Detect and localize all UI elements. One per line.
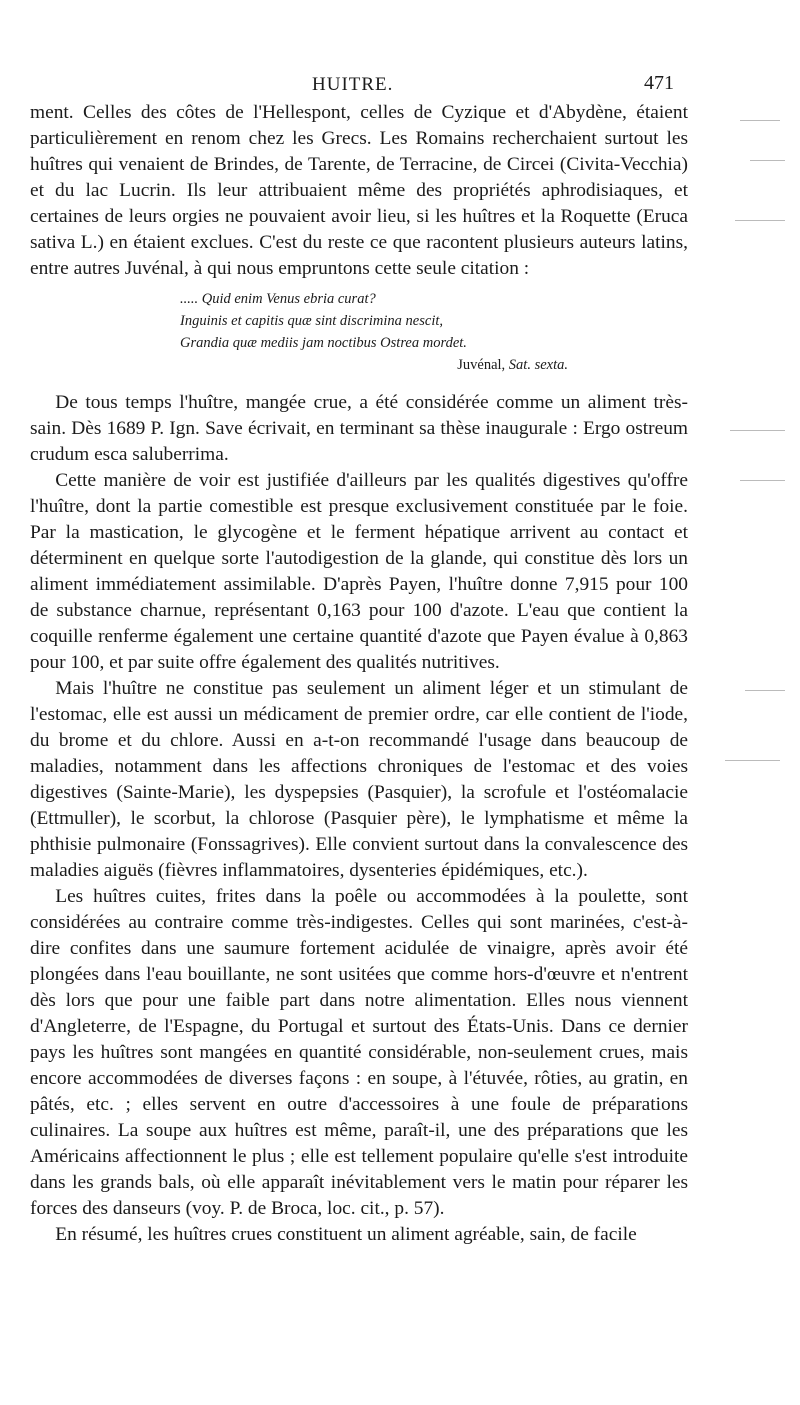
margin-mark [735,220,785,221]
paragraph-6: En résumé, les huîtres crues constituent un aliment agréable, sain, de facile [55,1224,637,1245]
body-text [30,100,688,1248]
margin-mark [730,430,785,431]
paragraph-1: ment. Celles des côtes de l'Hellespont, celles de Cyzique et d'Abydène, étaient particulièrement en renom chez les Grecs. Les Romains recherchaient surtout les huîtres qui venaient de Brindes, de Tarente, de Terracine, de Circei (Civita-Vecchia) et du lac Lucrin. Ils leur attribuaient même des propriétés aphrodisiaques, et certaines de leurs orgies ne pouvaient avoir lieu, si les huîtres et la Roquette (Eruca sativa L.) en étaient exclues. C'est du reste ce que racontent plusieurs auteurs latins, entre autres Juvénal, à qui nous empruntons cette seule citation : [30,102,688,279]
paragraph-2: De tous temps l'huître, mangée crue, a été considérée comme un aliment très-sain. Dès 1689 P. Ign. Save écrivait, en terminant sa thèse inaugurale : Ergo ostreum crudum esca saluberrima. [30,392,688,465]
quote-work: Sat. sexta. [508,357,568,373]
page-number: 471 [644,72,674,94]
paragraph-3: Cette manière de voir est justifiée d'ailleurs par les qualités digestives qu'offre l'huître, dont la partie comestible est presque exclusivement constituée par le foie. Par la mastication, le glycogène et le ferment hépatique arrivent au contact et déterminent en quelque sorte l'autodigestion de la glande, qui constitue dès lors un aliment immédiatement assimilable. D'après Payen, l'huître donne 7,915 pour 100 de substance charnue, représentant 0,163 pour 100 d'azote. L'eau que contient la coquille renferme également une certaine quantité d'azote que Payen évalue à 0,863 pour 100, et par suite offre également des qualités nutritives. [30,470,688,673]
margin-bleed-marks [720,100,800,1350]
margin-mark [745,690,785,691]
latin-quotation [30,288,688,376]
margin-mark [750,160,785,161]
quote-author: Juvénal, [457,357,506,373]
quote-line-1: ..... Quid enim Venus ebria curat? [180,291,376,307]
paragraph-5: Les huîtres cuites, frites dans la poêle ou accommodées à la poulette, sont considérées au contraire comme très-indigestes. Celles qui sont marinées, c'est-à-dire confites dans une saumure fortement acidulée de vinaigre, après avoir été plongées dans l'eau bouillante, ne sont usitées que comme hors-d'œuvre et n'entrent dès lors que pour une faible part dans notre alimentation. Elles nous viennent d'Angleterre, de l'Espagne, du Portugal et surtout des États-Unis. Dans ce dernier pays les huîtres sont mangées en quantité considérable, non-seulement crues, mais encore accommodées de diverses façons : en soupe, à l'étuvée, rôties, au gratin, en pâtés, etc. ; elles servent en outre d'accessoires à une foule de préparations culinaires. La soupe aux huîtres est même, paraît-il, une des préparations que les Américains affectionnent le plus ; elle est tellement populaire qu'elle s'est introduite dans les grands bals, où elle apparaît inévitablement vers le matin pour réparer les forces des danseurs (voy. P. de Broca, loc. cit., p. 57). [30,886,688,1219]
quote-line-3: Grandia quæ mediis jam noctibus Ostrea mordet. [180,335,467,351]
page-header [0,70,800,100]
running-title: HUITRE. [312,74,394,95]
margin-mark [740,120,780,121]
margin-mark [725,760,780,761]
paragraph-4: Mais l'huître ne constitue pas seulement un aliment léger et un stimulant de l'estomac, elle est aussi un médicament de premier ordre, car elle contient de l'iode, du brome et du chlore. Aussi en a-t-on recommandé l'usage dans beaucoup de maladies, notamment dans les affections chroniques de l'estomac et des voies digestives (Sainte-Marie), les dyspepsies (Pasquier), la scrofule et l'ostéomalacie (Ettmuller), le scorbut, la chlorose (Pasquier père), le lymphatisme et même la phthisie pulmonaire (Fonssagrives). Elle convient surtout dans la convalescence des maladies aiguës (fièvres inflammatoires, dysenteries épidémiques, etc.). [30,678,688,881]
quote-line-2: Inguinis et capitis quæ sint discrimina nescit, [180,313,444,329]
margin-mark [740,480,785,481]
quote-attribution [180,354,688,376]
